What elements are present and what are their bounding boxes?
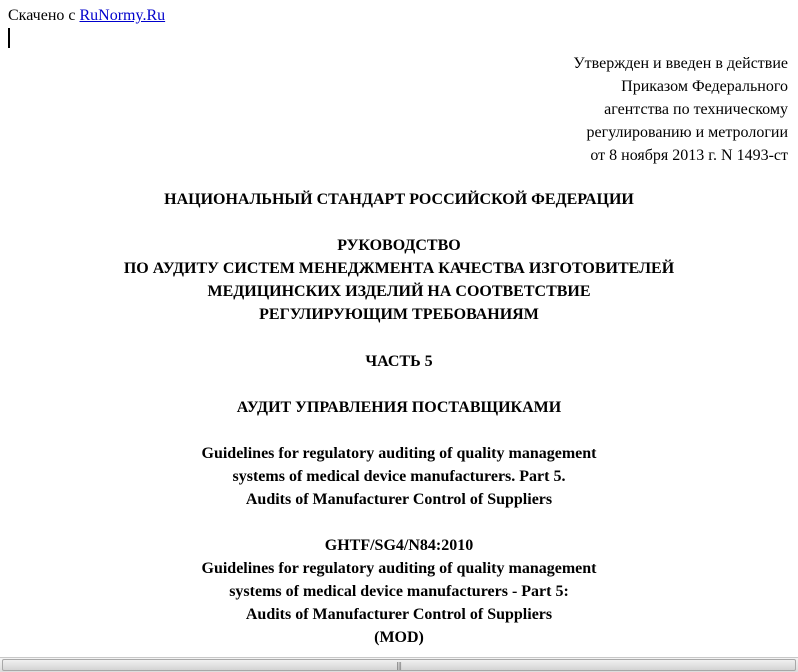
approval-line: агентства по техническому xyxy=(604,101,788,118)
standard-heading-block xyxy=(0,188,798,211)
part-heading-block xyxy=(0,350,798,373)
approval-line: Утвержден и введен в действие xyxy=(573,55,788,72)
approval-block xyxy=(573,52,788,167)
title-line: РУКОВОДСТВО xyxy=(337,237,461,254)
document-title xyxy=(0,234,798,326)
horizontal-scrollbar[interactable] xyxy=(0,657,798,672)
text-cursor xyxy=(8,28,10,48)
source-line xyxy=(8,6,165,26)
english-title-line: Audits of Manufacturer Control of Suppliers xyxy=(245,491,553,508)
approval-line: регулированию и метрологии xyxy=(586,124,788,141)
part-heading: ЧАСТЬ 5 xyxy=(365,353,433,370)
approval-line: Приказом Федерального xyxy=(621,78,788,95)
ghtf-line: Guidelines for regulatory auditing of quality management xyxy=(201,560,597,577)
ghtf-block xyxy=(0,534,798,649)
scrollbar-thumb[interactable] xyxy=(2,659,796,671)
english-title-line: Guidelines for regulatory auditing of quality management xyxy=(201,445,597,462)
runormy-link[interactable]: RuNormy.Ru xyxy=(79,7,166,24)
subtitle-block xyxy=(0,396,798,419)
ghtf-line: GHTF/SG4/N84:2010 xyxy=(324,537,474,554)
ghtf-line: Audits of Manufacturer Control of Suppliers xyxy=(245,606,553,623)
source-prefix: Скачено с xyxy=(8,7,80,24)
ghtf-line: (MOD) xyxy=(374,629,424,646)
title-line: РЕГУЛИРУЮЩИМ ТРЕБОВАНИЯМ xyxy=(259,306,539,323)
english-title xyxy=(0,442,798,511)
english-title-line: systems of medical device manufacturers. Part 5. xyxy=(232,468,566,485)
title-line: МЕДИЦИНСКИХ ИЗДЕЛИЙ НА СООТВЕТСТВИЕ xyxy=(207,283,591,300)
ghtf-line: systems of medical device manufacturers - Part 5: xyxy=(229,583,569,600)
standard-heading: НАЦИОНАЛЬНЫЙ СТАНДАРТ РОССИЙСКОЙ ФЕДЕРАЦИИ xyxy=(164,191,634,208)
title-line: ПО АУДИТУ СИСТЕМ МЕНЕДЖМЕНТА КАЧЕСТВА ИЗГОТОВИТЕЛЕЙ xyxy=(123,260,675,277)
subtitle: АУДИТ УПРАВЛЕНИЯ ПОСТАВЩИКАМИ xyxy=(236,399,562,416)
grip-icon: ||| xyxy=(396,661,402,670)
approval-line: от 8 ноября 2013 г. N 1493-ст xyxy=(590,147,788,164)
